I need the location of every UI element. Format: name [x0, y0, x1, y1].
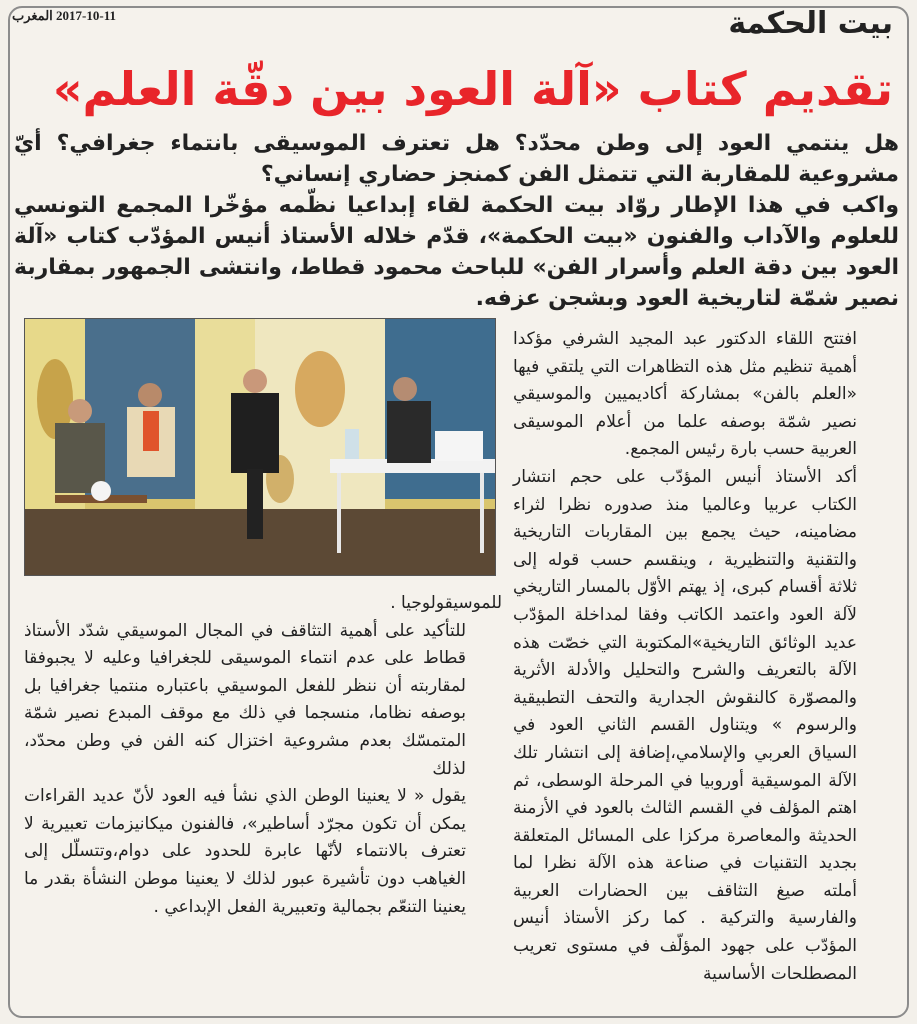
paragraph-acculturation: للتأكيد على أهمية التثاقف في المجال الموسيقي شدّد الأستاذ قطاط على عدم انتماء الموسيقى للجغرافيا وعليه لا يجبوفقا لمقاربته أن ننظر للفعل الموسيقي باعتباره منتميا جغرافيا بل بوصفه نظاما، منسجما في ذلك مع موقف المبدع نصير شمّة المتمسّك بعدم مشروعية اختزال كنه الفن في وطن محدّد، لذلك [24, 620, 466, 779]
event-photo-illustration [25, 319, 496, 576]
date-stamp [12, 8, 116, 24]
date-value: 2017-10-11 [56, 8, 116, 23]
paragraph-continuation: للموسيقولوجيا . [390, 593, 502, 613]
section-title: بيت الحكمة [728, 6, 893, 41]
lead-intro: واكب في هذا الإطار روّاد بيت الحكمة لقاء إبداعيا نظّمه مؤخّرا المجمع التونسي للعلوم والآداب والفنون «بيت الحكمة»، قدّم خلاله الأستاذ أنيس المؤدّب كتاب «آلة العود بين دقة العلم وأسرار الفن» للباحث محمود قطاط، وانتشى الجمهور بمقاربة نصير شمّة لتاريخية العود وبشجن عزفه. [14, 193, 899, 311]
paragraph-quote: يقول « لا يعنينا الوطن الذي نشأ فيه العود لأنّ عديد القراءات يمكن أن تكون مجرّد أساطير»، فالفنون ميكانيزمات تعبيرية لا تعترف بالانتماء لأنّها عابرة للحدود على دوام،وتتسلّل إلى الغياهب دون تأشيرة عبور لذلك لا يعنينا موطن النشأة بقدر ما يعنينا التنعّم بجمالية وتعبيرية الفعل الإبداعي . [24, 786, 466, 917]
article-headline: تقديم كتاب «آلة العود بين دقّة العلم» [52, 62, 893, 116]
paragraph-opening: افتتح اللقاء الدكتور عبد المجيد الشرفي مؤكدا أهمية تنظيم مثل هذه التظاهرات التي يلتقي فيها «العلم بالفن» بمشاركة أكاديميين والموسيقي نصير شمّة بوصفه علما من أعلام الموسيقى العربية حسب بارة رئيس المجمع. [513, 329, 857, 460]
article-column-right [513, 326, 893, 988]
paragraph-book-overview: أكد الأستاذ أنيس المؤدّب على حجم انتشار الكتاب عربيا وعالميا منذ صدوره نظرا لثراء مضامينه، حيث يجمع بين المقاربات التاريخية والتقنية والتنظيرية ، وينقسم حسب قوله إلى ثلاثة أقسام كبرى، إذ يهتم الأوّل بالمسار التاريخي لآلة العود واعتمد الكاتب وفقا لمداخلة المؤدّب عديد الوثائق التاريخية»المكتوبة التي خصّت هذه الآلة بالتعريف والشرح والتحليل والأدلة الأثرية والمصوّرة كالنقوش الجدارية والتحف التطبيقية والرسوم » ويتناول القسم الثاني العود في السياق العربي والإسلامي،إضافة إلى انتشار تلك الآلة الموسيقية أوروبيا في المرحلة الوسطى، ثم اهتم المؤلف في القسم الثالث بالعود في الأزمنة الحديثة والمعاصرة مركزا على المسائل المتعلقة بجديد التقنيات في صناعة هذه الآلة نظرا لما أملته صيغ التثاقف بين الحضارات العربية والفارسية والتركية . كما ركز الأستاذ أنيس المؤدّب على جهود المؤلّف في مستوى تعريب المصطلحات الأساسية [513, 466, 857, 984]
article-lead [14, 128, 899, 314]
event-photo [24, 318, 496, 576]
article-column-left [24, 590, 502, 921]
lead-question: هل ينتمي العود إلى وطن محدّد؟ هل تعترف الموسيقى بانتماء جغرافي؟ أيّ مشروعية للمقاربة التي تتمثل الفن كمنجز حضاري إنساني؟ [14, 131, 899, 187]
publication-name: المغرب [12, 8, 53, 23]
